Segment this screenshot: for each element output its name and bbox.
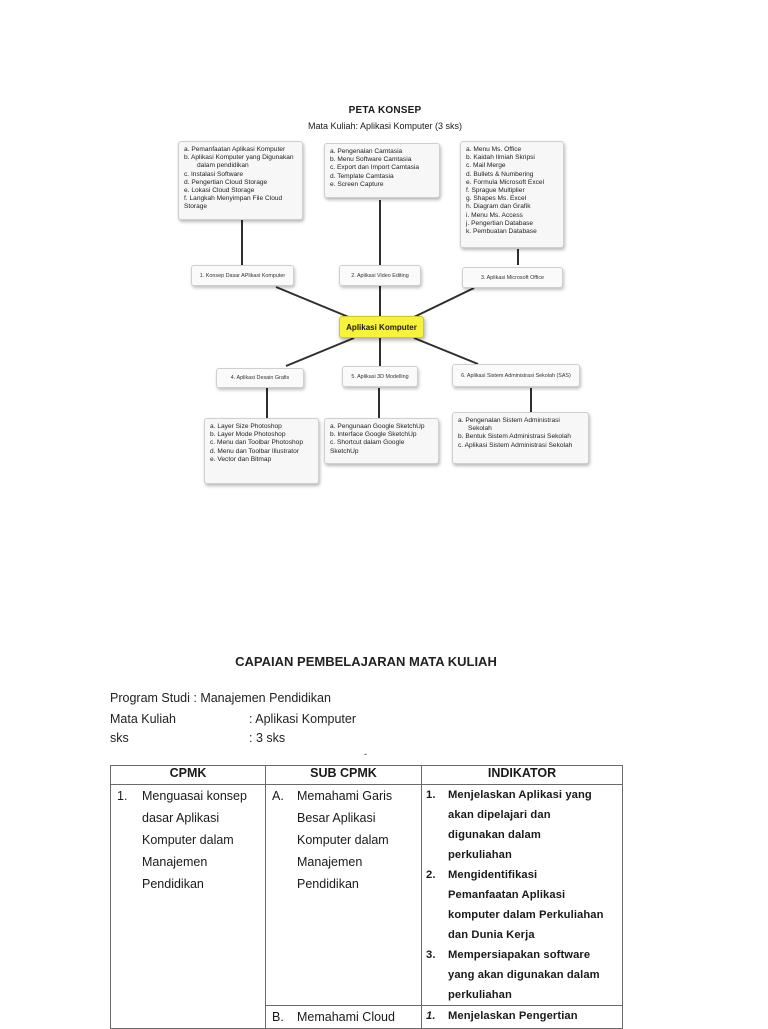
connector-line	[412, 288, 474, 318]
detail-item: d. Pengertian Cloud Storage	[184, 178, 268, 186]
cpmk-table	[110, 765, 623, 1029]
indikator-item	[422, 785, 622, 865]
cpmk-line: Manajemen	[142, 855, 208, 869]
detail-item: SketchUp	[330, 447, 359, 455]
detail-item: e. Formula Microsoft Excel	[466, 178, 545, 186]
detail-box-desain-grafis	[204, 418, 319, 484]
detail-item: c. Instalasi Software	[184, 170, 244, 178]
sub-cpmk-line: Manajemen	[297, 855, 363, 869]
detail-item: b. Aplikasi Komputer yang Digunakan	[184, 154, 294, 162]
detail-item: k. Pembuatan Database	[466, 228, 537, 236]
cpmk-line: dasar Aplikasi	[142, 811, 220, 825]
detail-item: f. Langkah Menyimpan File Cloud	[184, 195, 283, 203]
detail-item: a. Pengenalan Sistem Administrasi	[458, 417, 560, 424]
detail-item: f. Sprague Multiplier	[466, 187, 525, 195]
indikator-cell-b	[422, 1006, 623, 1029]
indikator-line: Pemanfaatan Aplikasi	[448, 889, 566, 901]
mata-kuliah-label: Mata Kuliah	[110, 712, 177, 726]
detail-item: b. Interface Google SketchUp	[330, 431, 417, 439]
dash-mark: -	[364, 749, 367, 759]
indikator-line: digunakan dalam	[448, 829, 541, 841]
concept-map-title: PETA KONSEP	[348, 105, 422, 116]
detail-item: d. Template Camtasia	[330, 172, 394, 180]
sub-cpmk-line: Pendidikan	[297, 877, 359, 891]
topic-node-video-editing: 2. Aplikasi Video Editing	[339, 265, 421, 286]
detail-item: b. Kaidah Ilmiah Skripsi	[466, 154, 535, 162]
table-row	[111, 785, 623, 1006]
detail-box-microsoft-office	[460, 141, 564, 248]
detail-item: i. Menu Ms. Access	[466, 211, 523, 219]
cpmk-line: Menguasai konsep	[142, 789, 247, 803]
indikator-line: yang akan digunakan dalam	[448, 969, 600, 981]
indikator-line: Mempersiapakan software	[448, 949, 591, 961]
detail-item: g. Shapes Ms. Excel	[466, 195, 527, 203]
detail-box-video-editing	[324, 143, 440, 198]
detail-item: Sekolah	[468, 425, 492, 433]
detail-item: h. Diagram dan Grafik	[466, 203, 531, 211]
mata-kuliah-value: : Aplikasi Komputer	[249, 712, 356, 726]
detail-box-konsep-dasar	[178, 141, 303, 220]
indikator-line: perkuliahan	[448, 849, 512, 861]
concept-map-subtitle: Mata Kuliah: Aplikasi Komputer (3 sks)	[307, 121, 463, 131]
detail-item: dalam pendidikan	[197, 162, 249, 170]
detail-item: j. Pengertian Database	[466, 219, 534, 227]
indikator-item	[422, 945, 622, 1005]
table-header-row	[111, 766, 623, 785]
sub-cpmk-line: Komputer dalam	[297, 833, 389, 847]
indikator-item	[422, 1006, 622, 1026]
detail-item: e. Screen Capture	[330, 180, 384, 188]
mata-kuliah-row	[110, 712, 356, 726]
detail-item: b. Bentuk Sistem Administrasi Sekolah	[458, 433, 571, 441]
connector-line	[414, 338, 478, 364]
detail-item: a. Menu Ms. Office	[466, 146, 522, 153]
sub-cpmk-line: Memahami Garis	[297, 789, 393, 803]
indikator-line: Menjelaskan Aplikasi yang	[448, 789, 592, 801]
indikator-cell-a	[422, 785, 623, 1006]
detail-item: d. Bullets & Numbering	[466, 170, 534, 178]
center-node: Aplikasi Komputer	[339, 316, 424, 338]
detail-item: c. Shortcut dalam Google	[330, 439, 405, 447]
indikator-number: 3.	[426, 949, 436, 961]
topic-node-konsep-dasar: 1. Konsep Dasar APlikasi Komputer	[191, 265, 294, 286]
sub-cpmk-cell-a	[266, 785, 422, 1006]
indikator-item	[422, 865, 622, 945]
sub-cpmk-cell-b	[266, 1006, 422, 1029]
detail-item: c. Mail Merge	[466, 162, 506, 170]
indikator-line: dan Dunia Kerja	[448, 929, 535, 941]
sub-cpmk-item	[266, 1006, 421, 1028]
connector-line	[286, 338, 354, 366]
header-indikator: INDIKATOR	[422, 766, 623, 785]
detail-item: e. Lokasi Cloud Storage	[184, 187, 255, 195]
cpmk-item	[111, 785, 265, 895]
detail-box-sas	[452, 412, 589, 464]
indikator-number: 1.	[426, 789, 436, 801]
sks-value: : 3 sks	[249, 731, 286, 745]
detail-item: c. Export dan Import Camtasia	[330, 164, 420, 172]
sks-label: sks	[110, 731, 129, 745]
cpmk-cell	[111, 785, 266, 1029]
detail-item: b. Menu Software Camtasia	[330, 156, 412, 164]
indikator-line: Mengidentifikasi	[448, 869, 538, 881]
sub-cpmk-item	[266, 785, 421, 895]
program-studi-text: Program Studi : Manajemen Pendidikan	[110, 691, 331, 705]
document-heading: CAPAIAN PEMBELAJARAN MATA KULIAH	[235, 654, 497, 669]
indikator-number: 1.	[426, 1010, 436, 1022]
indikator-line: Menjelaskan Pengertian	[448, 1010, 578, 1022]
program-studi-row	[110, 691, 331, 705]
indikator-number: 2.	[426, 869, 436, 881]
cpmk-line: Komputer dalam	[142, 833, 234, 847]
topic-node-desain-grafis: 4. Aplikasi Desain Grafis	[216, 368, 304, 388]
concept-map	[176, 100, 594, 490]
cpmk-line: Pendidikan	[142, 877, 204, 891]
sub-cpmk-line: Besar Aplikasi	[297, 811, 376, 825]
sub-cpmk-letter: B.	[272, 1010, 284, 1024]
indikator-line: perkuliahan	[448, 989, 512, 1001]
header-sub-cpmk: SUB CPMK	[266, 766, 422, 785]
detail-item: a. Pengunaan Google SketchUp	[330, 423, 425, 430]
sub-cpmk-line: Memahami Cloud	[297, 1010, 395, 1024]
sub-cpmk-letter: A.	[272, 789, 284, 803]
detail-item: Storage	[184, 203, 208, 211]
detail-item: c. Menu dan Toolbar Photoshop	[210, 439, 303, 447]
header-cpmk: CPMK	[111, 766, 266, 785]
detail-item: b. Layer Mode Photoshop	[210, 431, 286, 439]
indikator-line: akan dipelajari dan	[448, 809, 551, 821]
topic-node-microsoft-office: 3. Aplikasi Microsoft Office	[462, 267, 563, 288]
detail-item: c. Aplikasi Sistem Administrasi Sekolah	[458, 441, 573, 449]
detail-item: e. Vector dan Bitmap	[210, 455, 272, 463]
connector-line	[276, 287, 351, 318]
sks-row	[110, 731, 285, 745]
detail-item: a. Pemanfaatan Aplikasi Komputer	[184, 146, 286, 153]
topic-node-3d-modelling: 5. Aplikasi 3D Modelling	[342, 366, 418, 387]
topic-node-sas: 6. Aplikasi Sistem Administrasi Sekolah (SAS)	[452, 364, 580, 387]
indikator-line: komputer dalam Perkuliahan	[448, 909, 604, 921]
cpmk-number: 1.	[117, 789, 128, 803]
detail-box-3d-modelling	[324, 418, 439, 464]
detail-item: a. Layer Size Photoshop	[210, 423, 282, 430]
detail-item: a. Pengenalan Camtasia	[330, 148, 403, 155]
detail-item: d. Menu dan Toolbar Illustrator	[210, 447, 299, 455]
